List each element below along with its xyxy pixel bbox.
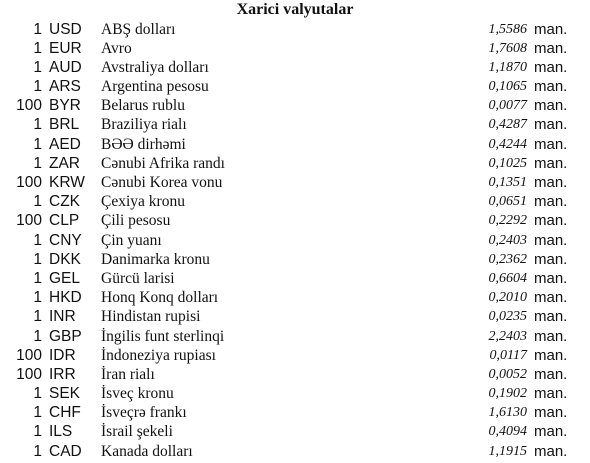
currency-code: CZK — [49, 193, 80, 211]
currency-name: ABŞ dolları — [101, 20, 176, 38]
currency-code: KRW — [49, 174, 85, 191]
unit-amount: 1 — [33, 135, 42, 153]
currency-name: Braziliya rialı — [101, 116, 187, 134]
table-row — [0, 403, 590, 422]
table-row — [0, 77, 590, 96]
currency-code: IRR — [49, 365, 76, 383]
unit-amount: 1 — [33, 78, 42, 96]
currency-name: Avro — [101, 39, 132, 57]
currency-code: EUR — [49, 39, 82, 57]
rate-currency: man. — [534, 97, 568, 115]
exchange-rate: 0,0235 — [488, 309, 527, 325]
rate-currency: man. — [534, 404, 568, 422]
exchange-rate: 2,2403 — [488, 328, 527, 344]
currency-name: Danimarka kronu — [101, 250, 210, 268]
table-row — [0, 135, 590, 154]
currency-code: AED — [49, 135, 81, 153]
table-row — [0, 20, 590, 39]
exchange-rate: 0,0077 — [488, 98, 527, 114]
table-row — [0, 384, 590, 403]
currency-code: CNY — [49, 231, 82, 249]
exchange-rate: 0,0651 — [488, 194, 527, 210]
rate-currency: man. — [534, 116, 568, 134]
unit-amount: 1 — [33, 269, 42, 287]
currency-code: BRL — [49, 116, 80, 134]
rate-currency: man. — [534, 231, 568, 249]
table-row — [0, 365, 590, 384]
table-row — [0, 115, 590, 134]
unit-amount: 1 — [33, 423, 42, 441]
rate-currency: man. — [534, 78, 568, 96]
table-row — [0, 269, 590, 288]
table-row — [0, 192, 590, 211]
exchange-rate: 0,1065 — [488, 79, 527, 95]
exchange-rate: 1,7608 — [488, 40, 527, 56]
exchange-rate: 0,0052 — [488, 366, 527, 382]
currency-name: Avstraliya dolları — [101, 58, 209, 76]
currency-name: İngilis funt sterlinqi — [101, 327, 225, 345]
exchange-rate: 0,2362 — [488, 251, 527, 267]
currency-name: Gürcü larisi — [101, 269, 175, 287]
currency-name: Cənubi Afrika randı — [101, 154, 225, 172]
currency-name: Çexiya kronu — [101, 193, 185, 211]
table-row — [0, 346, 590, 365]
table-row — [0, 96, 590, 115]
exchange-rate: 0,1351 — [488, 175, 527, 190]
currency-code: INR — [49, 308, 76, 326]
unit-amount: 1 — [33, 327, 42, 345]
currency-name: İsveçrə frankı — [101, 404, 187, 422]
currency-code: HKD — [49, 289, 82, 307]
rate-currency: man. — [534, 212, 568, 230]
currency-code: ZAR — [49, 154, 80, 172]
table-row — [0, 173, 590, 192]
rate-currency: man. — [534, 346, 568, 364]
exchange-rate: 0,2403 — [488, 232, 527, 248]
rate-currency: man. — [534, 193, 568, 211]
exchange-rate: 1,1915 — [488, 443, 527, 459]
currency-code: CLP — [49, 212, 80, 230]
currency-name: Belarus rublu — [101, 97, 185, 115]
currency-name: Çili pesosu — [101, 212, 171, 230]
currency-name: İndoneziya rupiası — [101, 346, 216, 364]
table-row — [0, 154, 590, 173]
table-row — [0, 231, 590, 250]
unit-amount: 100 — [16, 97, 42, 115]
currency-name: İsrail şekeli — [101, 423, 173, 441]
currency-name: Honq Konq dolları — [101, 289, 219, 307]
currency-code: CHF — [49, 404, 81, 422]
unit-amount: 1 — [33, 385, 42, 403]
rate-currency: man. — [534, 327, 568, 345]
table-row — [0, 288, 590, 307]
unit-amount: 1 — [33, 154, 42, 172]
currency-code: BYR — [49, 97, 81, 115]
rate-currency: man. — [534, 58, 568, 76]
rate-currency: man. — [534, 385, 568, 403]
rate-currency: man. — [534, 365, 568, 383]
exchange-rate: 0,2010 — [488, 290, 527, 306]
unit-amount: 1 — [33, 308, 42, 326]
rate-currency: man. — [534, 289, 568, 307]
currency-name: Kanada dolları — [101, 442, 193, 460]
unit-amount: 100 — [16, 212, 42, 230]
unit-amount: 1 — [33, 20, 42, 38]
currency-code: ILS — [49, 423, 73, 441]
exchange-rate: 0,4094 — [488, 424, 527, 440]
table-row — [0, 250, 590, 269]
exchange-rate: 0,4287 — [488, 117, 527, 133]
rate-currency: man. — [534, 269, 568, 287]
unit-amount: 1 — [33, 250, 42, 268]
currency-code: GEL — [49, 269, 81, 287]
table-row — [0, 422, 590, 441]
exchange-rate: 0,0117 — [489, 347, 527, 363]
unit-amount: 1 — [33, 289, 42, 307]
currency-code: CAD — [49, 442, 82, 460]
currency-code: DKK — [49, 250, 81, 268]
exchange-rate: 0,2292 — [488, 213, 527, 229]
unit-amount: 1 — [33, 193, 42, 211]
table-row — [0, 442, 590, 461]
unit-amount: 1 — [33, 231, 42, 249]
rate-currency: man. — [534, 442, 568, 460]
rate-currency: man. — [534, 154, 568, 172]
table-row — [0, 327, 590, 346]
exchange-rate: 1,6130 — [488, 405, 527, 421]
unit-amount: 1 — [33, 39, 42, 57]
currency-name: İsveç kronu — [101, 385, 174, 403]
currency-name: BƏƏ dirhəmi — [101, 135, 186, 153]
unit-amount: 100 — [16, 174, 42, 191]
exchange-rate: 0,6604 — [488, 270, 527, 286]
exchange-rate: 1,1870 — [488, 59, 527, 75]
currency-table — [0, 20, 590, 461]
exchange-rate: 1,5586 — [488, 21, 527, 37]
exchange-rate: 0,1902 — [488, 386, 527, 402]
currency-code: IDR — [49, 346, 76, 364]
currency-code: AUD — [49, 58, 82, 76]
currency-code: ARS — [49, 78, 81, 96]
currency-name: Cənubi Korea vonu — [101, 174, 223, 191]
page-title: Xarici valyutalar — [236, 1, 354, 18]
unit-amount: 1 — [33, 58, 42, 76]
unit-amount: 100 — [16, 346, 42, 364]
exchange-rate: 0,1025 — [488, 155, 527, 171]
rate-currency: man. — [534, 39, 568, 57]
table-row — [0, 211, 590, 230]
currency-code: SEK — [49, 385, 81, 403]
unit-amount: 1 — [33, 404, 42, 422]
rate-currency: man. — [534, 174, 568, 191]
currency-name: Hindistan rupisi — [101, 308, 201, 326]
table-row — [0, 58, 590, 77]
rate-currency: man. — [534, 308, 568, 326]
unit-amount: 1 — [33, 442, 42, 460]
rate-currency: man. — [534, 423, 568, 441]
currency-name: Çin yuanı — [101, 231, 162, 249]
rate-currency: man. — [534, 135, 568, 153]
rate-currency: man. — [534, 20, 568, 38]
table-row — [0, 307, 590, 326]
table-row — [0, 39, 590, 58]
currency-name: İran rialı — [101, 365, 155, 383]
unit-amount: 100 — [16, 365, 42, 383]
rate-currency: man. — [534, 250, 568, 268]
currency-name: Argentina pesosu — [101, 78, 209, 96]
currency-code: GBP — [49, 327, 82, 345]
exchange-rate: 0,4244 — [488, 136, 527, 152]
currency-code: USD — [49, 20, 82, 38]
unit-amount: 1 — [33, 116, 42, 134]
